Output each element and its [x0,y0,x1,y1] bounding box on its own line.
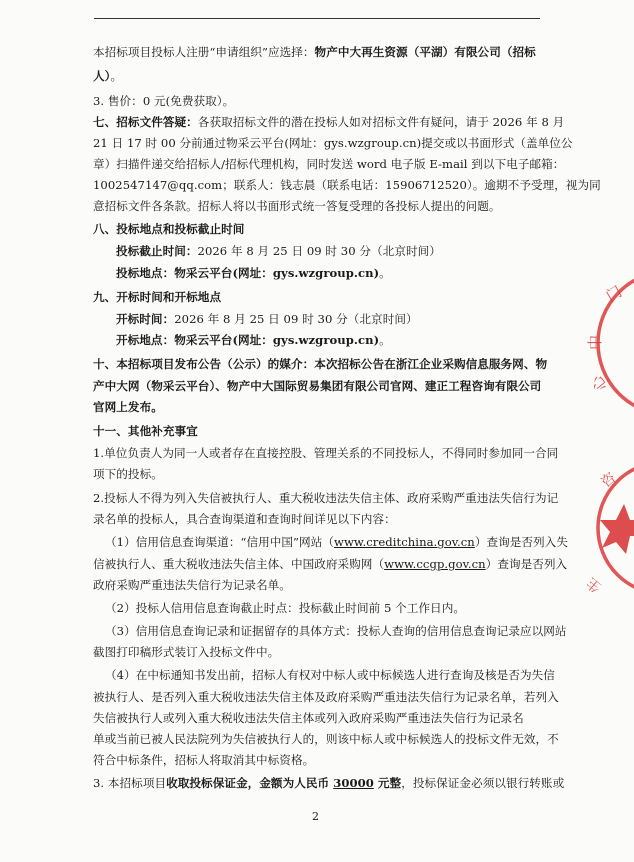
text-segment: 投标截止时间： [116,244,198,258]
page-number: 2 [312,810,319,823]
text-segment: 。 [379,333,391,347]
text-segment: 各获取招标文件的潜在投标人如对招标文件有疑问，请于 2026 年 8 月 [197,115,565,129]
text-line [93,399,163,415]
text-segment: 十、本招标项目发布公告（公示）的媒介：本次招标公告在浙江企业采购信息服务网、物 [93,357,548,371]
text-line [105,623,567,639]
text-segment: 截图打印稿形式装订入投标文件中。 [93,645,280,659]
text-segment: （2）投标人信用信息查询截止时点：投标截止时间前 5 个工作日内。 [105,601,465,615]
bid-deadline [116,243,441,259]
text-segment: 符合中标条件，招标人将取消其中标资格。 [93,753,315,767]
text-segment: ，投标保证金必须以银行转账或 [401,776,565,790]
text-line [93,445,558,461]
text-segment: 十一、其他补充事宜 [93,424,198,438]
text-segment: 产中大网（物采云平台）、物产中大国际贸易集团有限公司官网、建正工程咨询有限公司 [93,379,542,393]
text-line [93,752,314,768]
text-segment: 1002547147@qq.com；联系人：钱志晨（联系电话：15906712520）。逾期不予受理，视为同 [93,178,601,192]
text-segment: 失信被执行人或列入重大税收违法失信主体或列入政府采购严重违法失信行为记录名 [93,711,524,725]
star-icon [600,504,634,554]
text-segment: （3）信用信息查询记录和证据留存的具体方式：投标人查询的信用信息查询记录应以网站 [105,624,567,638]
text-segment: 意招标文件各条款。招标人将以书面形式统一答复受理的各投标人提出的问题。 [93,199,501,213]
text-segment: 本招标项目投标人注册“申请组织”应选择： [93,45,315,59]
text-segment: 3. 售价：0 元(免费获取）。 [93,94,235,108]
text-line [93,44,536,60]
text-line [93,689,559,705]
seal-upper [588,268,634,418]
opening-time [116,311,418,327]
text-segment: 收取投标保证金，金额为人民币 [166,776,334,790]
text-line [105,600,465,616]
text-segment: 1.单位负责人为同一人或者存在直接控股、管理关系的不同投标人，不得同时参加同一合同 [93,446,559,460]
text-segment: 元整 [373,776,402,790]
text-segment: 被执行人、是否列入重大税收违法失信主体及政府采购严重违法失信行为记录名单，若列入 [93,690,559,704]
text-line [93,378,541,394]
text-line [93,156,564,172]
seal-char: 心 [587,371,612,395]
text-line [93,93,234,109]
bid-location [116,265,391,281]
text-segment: 信被执行人、重大税收违法失信主体、中国政府采购网（ [93,557,385,571]
text-segment: 九、开标时间和开标地点 [93,290,222,304]
text-segment: 2026 年 8 月 25 日 09 时 30 分（北京时间） [197,244,441,258]
text-line [93,135,573,151]
seal-char: 咨 [598,469,620,492]
text-segment: 开标地点：物采云平台(网址：gys.wzgroup.cn) [116,333,380,347]
text-line [105,667,555,683]
seal-char: 门 [603,282,626,306]
text-line [93,68,122,84]
text-segment: ）查询是否列入失 [474,535,568,549]
section-heading-9 [93,289,221,305]
text-segment: （1）信用信息查询渠道：“信用中国”网站（ [105,535,334,549]
text-segment: 官网上发布。 [93,400,163,414]
text-segment: 3. 本招标项目 [93,776,167,790]
text-line [93,775,564,791]
text-line [93,710,524,726]
text-segment: 八、投标地点和投标截止时间 [93,222,245,236]
text-segment: 。 [379,266,391,280]
text-segment: 2026 年 8 月 25 日 09 时 30 分（北京时间） [174,312,418,326]
text-segment: 政府采购严重违法失信行为记录名单。 [93,578,291,592]
text-segment: 录名单的投标人，具合查询渠道和查询时间详见以下内容： [93,512,396,526]
section-heading-10 [93,356,547,372]
text-line [93,731,559,747]
text-line [93,490,558,506]
text-segment: 人） [93,69,111,83]
seal-char: 中 [586,334,604,350]
text-segment: 开标时间： [116,312,175,326]
text-line [93,198,501,214]
text-segment: 七、招标文件答疑： [93,115,198,129]
text-line [93,177,601,193]
section-heading-11 [93,423,198,439]
header-rule [94,18,540,19]
text-segment: （4）在中标通知书发出前，招标人有权对中标人或中标候选人进行查询及核是否为失信 [105,668,555,682]
text-segment: 2.投标人不得为列入失信被执行人、重大税收违法失信主体、政府采购严重违法失信行为记 [93,491,559,505]
text-line [105,534,568,550]
section-heading-7 [93,114,564,130]
text-line [93,644,279,660]
text-segment: ）查询是否列入 [485,557,568,571]
section-heading-8 [93,221,244,237]
text-segment: 30000 [333,776,374,790]
text-line [93,466,163,482]
text-segment: 。 [110,69,123,83]
opening-location [116,332,391,348]
text-line [93,577,291,593]
text-segment: 物产中大再生资源（平湖）有限公司（招标 [314,45,536,59]
text-segment: www.creditchina.gov.cn [333,535,475,549]
text-segment: 章）扫描件递交给招标人/招标代理机构，同时发送 word 电子版 E-mail 到以下电子邮箱： [93,157,565,171]
text-segment: 单或当前已被人民法院列为失信被执行人的，则该中标人或中标候选人的投标文件无效，不 [93,732,559,746]
seal-lower [572,458,634,598]
text-segment: 21 日 17 时 00 分前通过物采云平台(网址：gys.wzgroup.cn)提交或以书面形式（盖单位公 [93,136,573,150]
text-segment: 项下的投标。 [93,467,163,481]
text-segment: www.ccgp.gov.cn [384,557,486,571]
text-segment: 投标地点：物采云平台(网址：gys.wzgroup.cn) [116,266,380,280]
text-line [93,556,567,572]
seal-char: 生 [583,573,605,596]
text-line [93,511,396,527]
